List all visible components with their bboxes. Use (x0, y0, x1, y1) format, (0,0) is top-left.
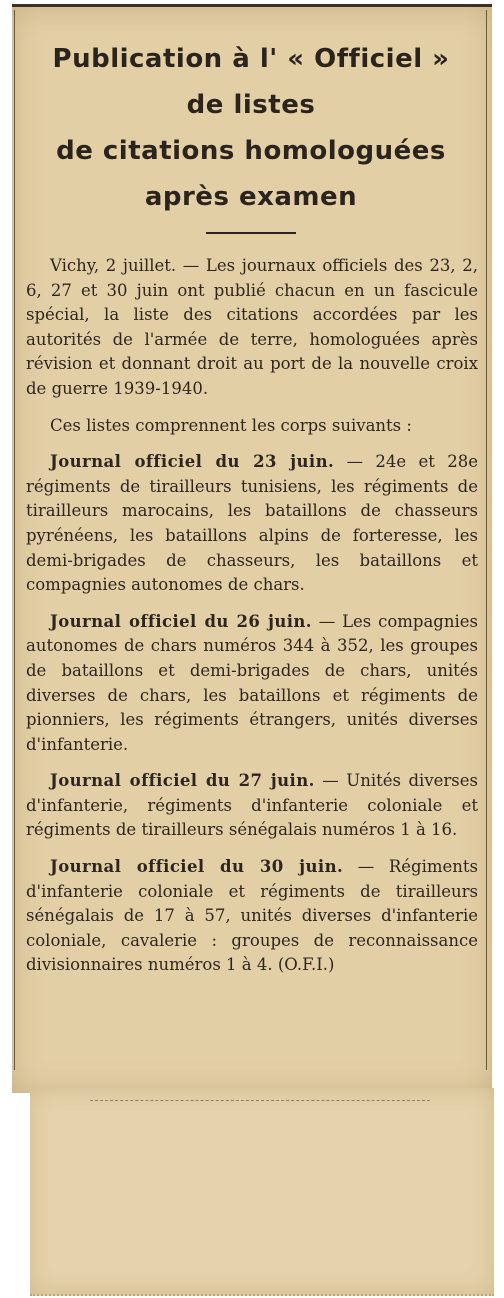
left-column-rule (14, 10, 15, 1070)
headline-line-1: Publication à l' « Officiel » (52, 44, 450, 74)
paragraph-journal-23-juin: Journal officiel du 23 juin. — 24e et 28e régiments de tirailleurs tunisiens, les régiments de tirailleurs marocains, les bataillons de chasseurs pyrénéens, les bataillons alpins de forteresse, les demi-brigades de chasseurs, les bataillons et compagnies autonomes de chars. (26, 452, 478, 595)
article-body (26, 254, 478, 990)
paragraph-journal-26-juin: Journal officiel du 26 juin. — Les compagnies autonomes de chars numéros 344 à 352, les groupes de bataillons et demi-brigades de chars, unités diverses de chars, les bataillons et régiments de pionniers, les régiments étrangers, unités diverses d'infanterie. (26, 611, 479, 754)
journal-26-juin-heading: Journal officiel du 26 juin. (50, 611, 312, 631)
cut-line (90, 1100, 430, 1101)
paragraph-intro: Vichy, 2 juillet. — Les journaux officiels des 23, 2, 6, 27 et 30 juin ont publié chacun en un fascicule spécial, la liste des citations accordées par les autorités de l'armée de terre, homologuées après révision et donnant droit au port de la nouvelle croix de guerre 1939-1940. (26, 256, 478, 398)
journal-23-juin-heading: Journal officiel du 23 juin. (50, 452, 335, 472)
clipping-lower-part (30, 1088, 494, 1296)
headline-line-2: de listes (186, 90, 316, 120)
headline-line-4: après examen (144, 182, 358, 212)
article-headline (18, 36, 484, 220)
paragraph-lists: Ces listes comprennent les corps suivants : (50, 415, 412, 435)
journal-30-juin-heading: Journal officiel du 30 juin. (50, 857, 344, 877)
right-column-rule (486, 10, 487, 1070)
headline-divider (206, 232, 296, 234)
paragraph-journal-30-juin: Journal officiel du 30 juin. — Régiments d'infanterie coloniale et régiments de tirailleurs sénégalais de 17 à 57, unités diverses d'infanterie coloniale, cavalerie : groupes de reconnaissance divisionnaires numéros 1 à 4. (O.F.I.) (26, 857, 479, 975)
headline-line-3: de citations homologuées (56, 136, 446, 166)
paragraph-journal-27-juin: Journal officiel du 27 juin. — Unités diverses d'infanterie, régiments d'infanterie coloniale et régiments de tirailleurs sénégalais numéros 1 à 16. (26, 771, 479, 840)
journal-27-juin-heading: Journal officiel du 27 juin. (50, 771, 315, 791)
